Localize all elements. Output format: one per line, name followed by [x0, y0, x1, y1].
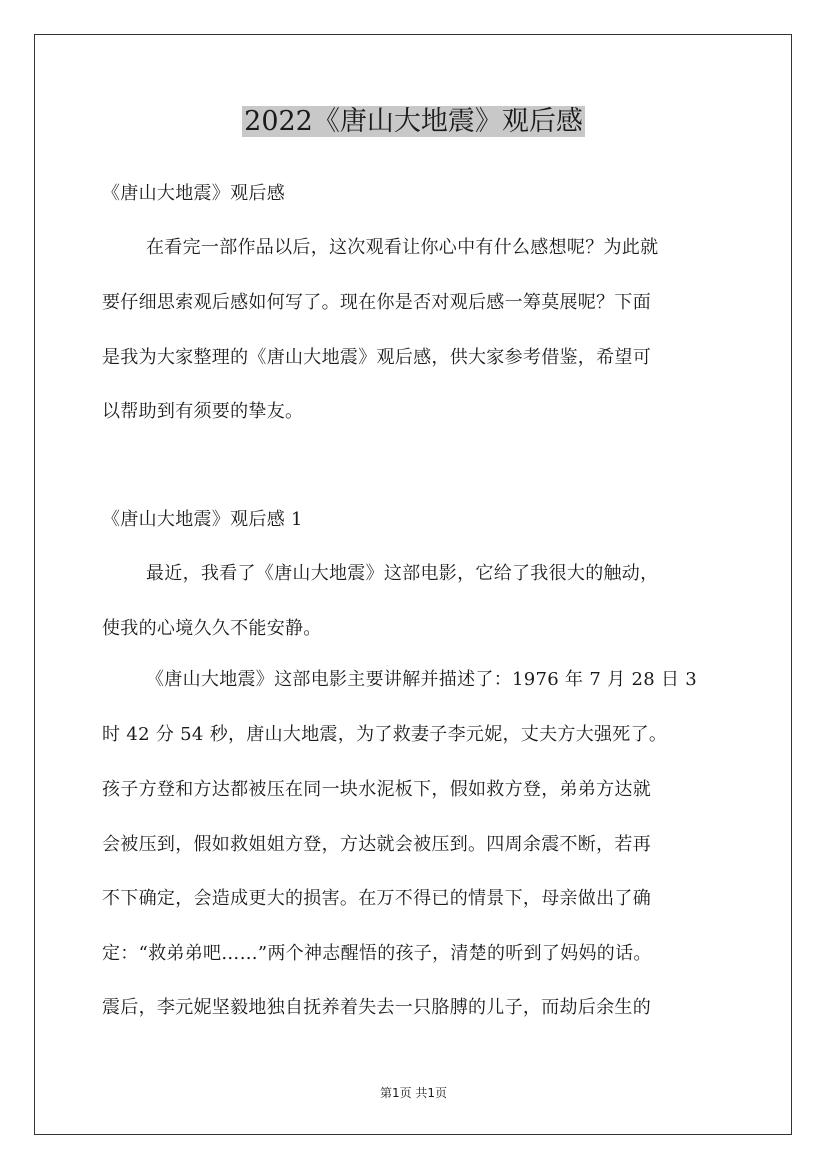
- document-title: 2022《唐山大地震》观后感: [244, 106, 583, 137]
- paragraph-line: 《唐山大地震》这部电影主要讲解并描述了：1976 年 7 月 28 日 3: [146, 669, 698, 690]
- paragraph-line: 使我的心境久久不能安静。: [102, 618, 322, 639]
- paragraph-line: 震后，李元妮坚毅地独自抚养着失去一只胳膊的儿子，而劫后余生的: [102, 997, 651, 1018]
- paragraph-line: 最近，我看了《唐山大地震》这部电影，它给了我很大的触动，: [146, 563, 659, 584]
- section-heading: 《唐山大地震》观后感 1: [102, 509, 303, 530]
- paragraph-line: 会被压到，假如救姐姐方登，方达就会被压到。四周余震不断，若再: [102, 834, 651, 855]
- page-footer: 第1页 共1页: [379, 1086, 448, 1100]
- paragraph-line: 孩子方登和方达都被压在同一块水泥板下，假如救方登，弟弟方达就: [102, 779, 651, 800]
- intro-line: 要仔细思索观后感如何写了。现在你是否对观后感一筹莫展呢？下面: [102, 292, 651, 313]
- intro-line: 以帮助到有须要的挚友。: [102, 401, 304, 422]
- intro-line: 是我为大家整理的《唐山大地震》观后感，供大家参考借鉴，希望可: [102, 347, 651, 368]
- paragraph-line: 定：“救弟弟吧……”两个神志醒悟的孩子，清楚的听到了妈妈的话。: [102, 943, 652, 964]
- paragraph-line: 不下确定，会造成更大的损害。在万不得已的情景下，母亲做出了确: [102, 888, 651, 909]
- document-title-wrap: [0, 100, 827, 144]
- paragraph-line: 时 42 分 54 秒，唐山大地震，为了救妻子李元妮，丈夫方大强死了。: [102, 724, 668, 745]
- intro-line: 在看完一部作品以后，这次观看让你心中有什么感想呢？为此就: [146, 237, 659, 258]
- section-heading: 《唐山大地震》观后感: [102, 183, 285, 204]
